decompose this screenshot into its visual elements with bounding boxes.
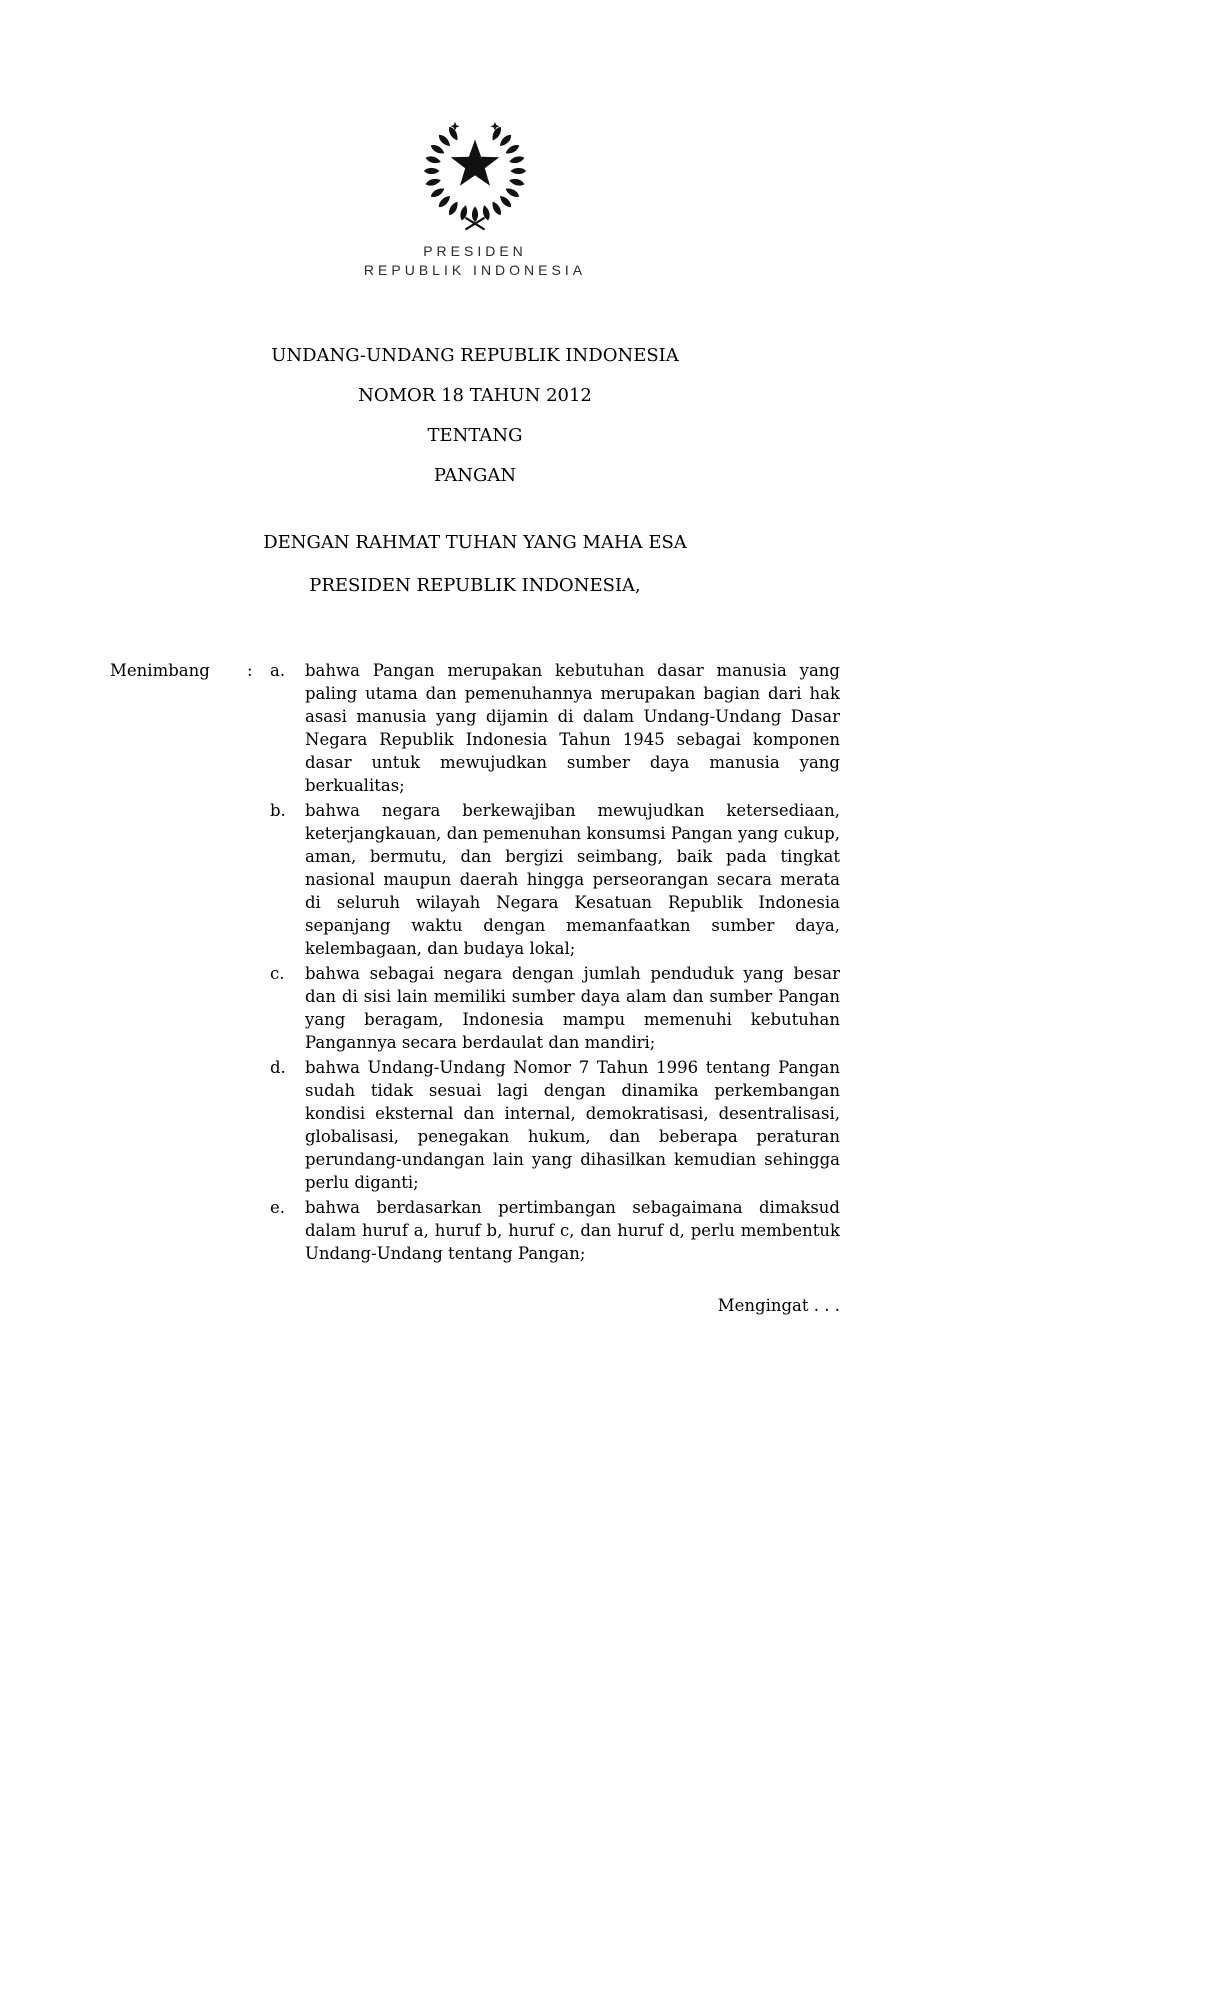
letterhead (110, 0, 840, 280)
document-content (110, 0, 840, 1317)
considering-items (270, 659, 840, 1267)
title-line-undang-undang: UNDANG-UNDANG REPUBLIK INDONESIA (271, 345, 679, 366)
considering-item-e (270, 1196, 840, 1265)
item-text: bahwa sebagai negara dengan jumlah penduduk yang besar dan di sisi lain memiliki sumber daya alam dan sumber Pangan yang beragam, Indonesia mampu memenuhi kebutuhan Pangannya secara berdaulat dan mandiri; (305, 964, 840, 1052)
letterhead-republik-indonesia: REPUBLIK INDONESIA (363, 262, 587, 278)
considering-colon: : (247, 661, 253, 680)
item-text: bahwa berdasarkan pertimbangan sebagaimana dimaksud dalam huruf a, huruf b, huruf c, dan huruf d, perlu membentuk Undang-Undang tentang Pangan; (305, 1198, 840, 1263)
title-block (110, 336, 840, 496)
item-text: bahwa Pangan merupakan kebutuhan dasar manusia yang paling utama dan pemenuhannya merupakan bagian dari hak asasi manusia yang dijamin di dalam Undang-Undang Dasar Negara Republik Indonesia Tahun 1945 sebagai komponen dasar untuk mewujudkan sumber daya manusia yang berkualitas; (305, 661, 840, 795)
considering-item-b (270, 799, 840, 960)
item-letter: d. (270, 1058, 286, 1077)
preamble-rahmat: DENGAN RAHMAT TUHAN YANG MAHA ESA (263, 532, 687, 553)
item-text: bahwa negara berkewajiban mewujudkan ketersediaan, keterjangkauan, dan pemenuhan konsumsi Pangan yang cukup, aman, bermutu, dan bergizi seimbang, baik pada tingkat nasional maupun daerah hingga perseorangan secara merata di seluruh wilayah Negara Kesatuan Republik Indonesia sepanjang waktu dengan memanfaatkan sumber daya, kelembagaan, dan budaya lokal; (305, 801, 840, 958)
considering-item-d (270, 1056, 840, 1194)
presidential-seal-icon (416, 110, 534, 232)
considering-label: Menimbang (110, 661, 210, 680)
item-letter: e. (270, 1198, 286, 1217)
item-letter: a. (270, 661, 286, 680)
considering-item-c (270, 962, 840, 1054)
title-line-tentang: TENTANG (427, 425, 523, 446)
item-letter: c. (270, 964, 285, 983)
considering-section (110, 659, 840, 1267)
page-continuation-marker: Mengingat . . . (717, 1296, 840, 1315)
title-line-nomor: NOMOR 18 TAHUN 2012 (358, 385, 592, 406)
item-letter: b. (270, 801, 286, 820)
considering-item-a (270, 659, 840, 797)
title-line-pangan: PANGAN (433, 465, 517, 486)
seal-star (451, 140, 500, 186)
item-text: bahwa Undang-Undang Nomor 7 Tahun 1996 tentang Pangan sudah tidak sesuai lagi dengan dinamika perkembangan kondisi eksternal dan internal, demokratisasi, desentralisasi, globalisasi, penegakan hukum, dan beberapa peraturan perundang-undangan lain yang dihasilkan kemudian sehingga perlu diganti; (305, 1058, 840, 1192)
letterhead-presiden: PRESIDEN (423, 243, 527, 259)
preamble-presiden: PRESIDEN REPUBLIK INDONESIA, (309, 575, 641, 596)
seal-tip-stars (451, 122, 500, 131)
preamble-block (110, 521, 840, 607)
